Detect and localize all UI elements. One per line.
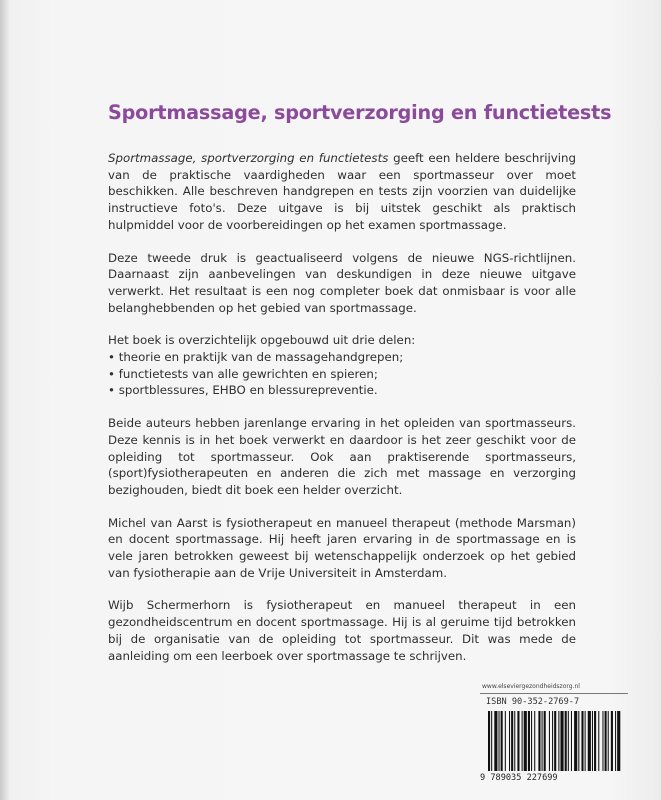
barcode-bar [524, 711, 527, 771]
barcode-bar [588, 711, 591, 771]
barcode-bar [491, 711, 492, 771]
barcode-bar [517, 711, 519, 771]
barcode-bar [494, 711, 497, 771]
paragraph-authors: Beide auteurs hebben jarenlange ervaring in het opleiden van sportmasseurs. Deze kennis is in het boek verwerkt en daardoor is het zeer geschikt voor de opleiding tot sportmasseur. Ook aan praktiserende sportmasseurs, (sport)fysiotherapeuten en anderen die zich met massage en verzorging bezighouden, biedt dit boek een helder overzicht. [108, 416, 576, 497]
blurb [108, 150, 576, 680]
paragraph-intro-text: geeft een heldere beschrijving van de praktische vaardigheden waar een sportmasseur over moet beschikken. Alle beschreven handgrepen en tests zijn voorzien van duidelijke instructieve foto's. Deze uitgave is bij uitstek geschikt als praktisch hulpmiddel voor de voorbereidingen op het examen sportmassage. [108, 151, 576, 232]
barcode-bar [528, 711, 530, 771]
barcode-bar [501, 711, 503, 771]
barcode-bar [531, 711, 532, 771]
paragraph-structure [108, 332, 576, 399]
website-url: www.elseviergezondheidszorg.nl [482, 683, 580, 690]
intro-title-italic: Sportmassage, sportverzorging en functietests [108, 151, 389, 165]
isbn-sticker [480, 683, 628, 793]
barcode-bar [602, 711, 603, 771]
barcode-bar [594, 711, 596, 771]
barcode-bar [554, 711, 556, 771]
spine-shadow [0, 0, 10, 800]
barcode-bar [578, 711, 579, 771]
barcode-bar [617, 711, 620, 771]
barcode-bar [598, 711, 599, 771]
paragraph-author-schermerhorn: Wijb Schermerhorn is fysiotherapeut en manueel therapeut in een gezondheidscentrum en docent sportmassage. Hij is al geruime tijd betrokken bij de organisatie van de opleiding tot sportmasseur. Dit was mede de aanleiding om een leerboek over sportmassage te schrijven. [108, 598, 576, 663]
barcode-bar [509, 711, 510, 771]
barcode-bar [511, 711, 513, 771]
barcode-bar [514, 711, 515, 771]
barcode-bar [534, 711, 535, 771]
book-title: Sportmassage, sportverzorging en functietests [108, 101, 612, 124]
barcode-bar [488, 711, 490, 771]
structure-intro: Het boek is overzichtelijk opgebouwd uit drie delen: [108, 333, 416, 348]
barcode-bar [538, 711, 540, 771]
barcode-bar [549, 711, 550, 771]
barcode-bar [585, 711, 586, 771]
barcode-bar [542, 711, 543, 771]
barcode-bar [552, 711, 553, 771]
divider [480, 693, 628, 694]
isbn-label: ISBN 90-352-2769-7 [486, 697, 580, 707]
bullet-item: • functietests van alle gewrichten en spieren; [108, 366, 378, 381]
bullet-item: • sportblessures, EHBO en blessurepreventie. [108, 383, 378, 398]
barcode-bar [608, 711, 609, 771]
barcode-bar [505, 711, 506, 771]
barcode-bar [605, 711, 607, 771]
barcode-bar [574, 711, 577, 771]
barcode-bar [571, 711, 572, 771]
barcode-number: 9 789035 227699 [480, 773, 558, 783]
paragraph-second-edition: Deze tweede druk is geactualiseerd volgens de nieuwe NGS-richtlijnen. Daarnaast zijn aanbevelingen van deskundigen in deze nieuwe uitgave verwerkt. Het resultaat is een nog completer boek dat onmisbaar is voor alle belanghebbenden op het gebied van sportmassage. [108, 250, 576, 315]
barcode [486, 711, 624, 775]
barcode-bar [499, 711, 500, 771]
barcode-bar [558, 711, 559, 771]
barcode-bar [544, 711, 546, 771]
barcode-bar [565, 711, 567, 771]
barcode-bar [615, 711, 616, 771]
paragraph-intro [108, 150, 576, 234]
barcode-bar [568, 711, 569, 771]
barcode-bar [581, 711, 583, 771]
paragraph-author-van-aarst: Michel van Aarst is fysiotherapeut en manueel therapeut (methode Marsman) en docent sportmassage. Hij heeft jaren ervaring in de sportmassage en is vele jaren betrokken geweest bij wetenschappelijk onderzoek op het gebied van fysiotherapie aan de Vrije Universiteit in Amsterdam. [108, 515, 576, 580]
bullet-item: • theorie en praktijk van de massagehandgrepen; [108, 350, 404, 365]
barcode-bar [592, 711, 593, 771]
barcode-bar [522, 711, 523, 771]
barcode-bar [560, 711, 563, 771]
barcode-bar [611, 711, 613, 771]
